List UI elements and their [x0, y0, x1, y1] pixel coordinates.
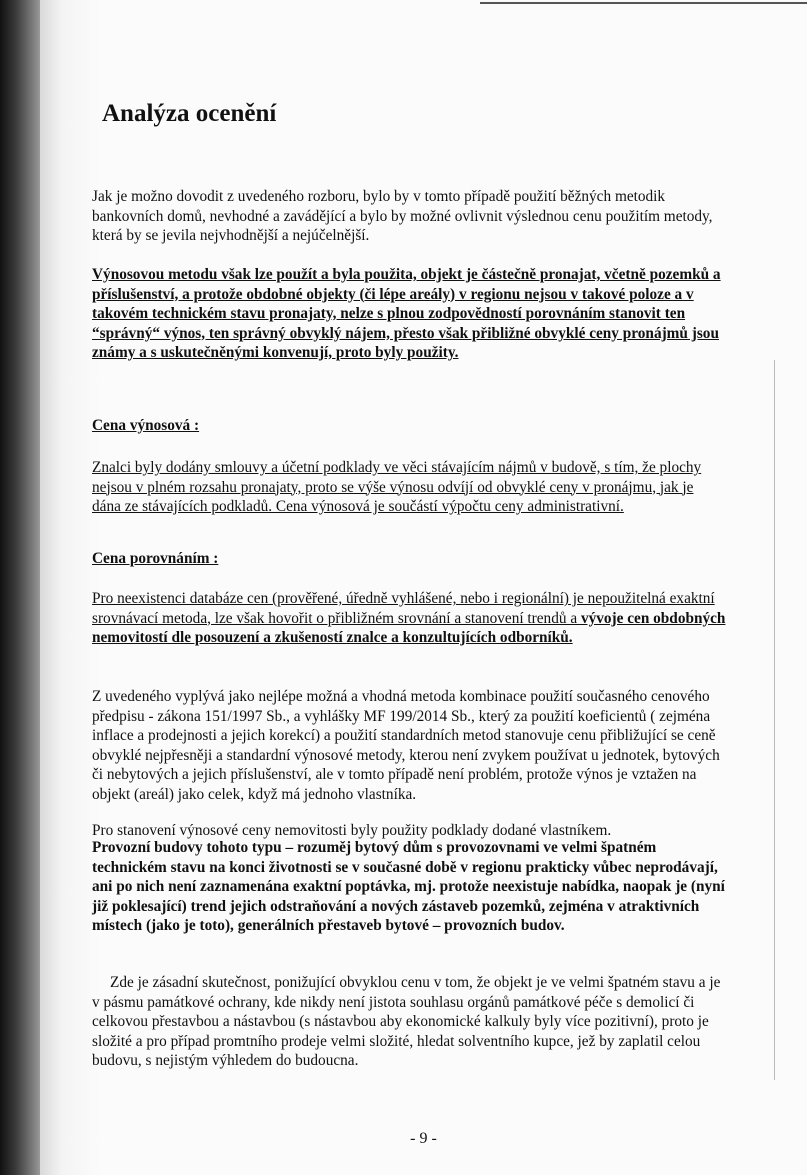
heading-comparison-price: Cena porovnáním :: [92, 550, 219, 567]
page-number: - 9 -: [410, 1130, 437, 1147]
paragraph-owner-docs: Pro stanovení výnosové ceny nemovitosti byly použity podklady dodané vlastníkem.: [92, 822, 612, 839]
paragraph-comparison-price: [92, 589, 726, 648]
scan-top-line: [480, 2, 807, 4]
paragraph-fundamental-fact: Zde je zásadní skutečnost, ponižující obvyklou cenu v tom, že objekt je ve velmi špatném stavu a je v pásmu památkové ochrany, kde nikdy není jistota souhlasu orgánů památkové péče s demolicí či celkovou přestavbou a nástavbou (s nástavbou aby ekonomické kalkuly byly více pozitivní), proto je složité a pro případ promtního prodeje velmi složité, hledat solventního kupce, jež by zaplatil celou budovu, s nejistým výhledem do budoucna.: [92, 974, 721, 1069]
paragraph-yield-price: Znalci byly dodány smlouvy a účetní podklady ve věci stávajícím nájmů v budově, s tím, že plochy nejsou v plném rozsahu pronajaty, proto se výše výnosu odvíjí od obvyklé ceny v pronájmu, jak je dána ze stávajících podkladů. Cena výnosová je součástí výpočtu ceny administrativní.: [92, 459, 702, 515]
paragraph-conclusion: Z uvedeného vyplývá jako nejlépe možná a vhodná metoda kombinace použití současného cenového předpisu - zákona 151/1997 Sb., a vyhlášky MF 199/2014 Sb., který za použití koeficientů ( zejména inflace a prodejnosti a jejich korekcí) a použití standardních metod stanovuje cenu přibližující se ceně obvyklé nejpřesněji a standardní výnosové metody, kterou není zvykem používat u jednotek, bytových či nebytových a jejich příslušenství, ale v tomto případě není problém, protože výnos je vztažen na objekt (areál) jako celek, když má jednoho vlastníka.: [92, 688, 720, 803]
comparison-text-part-a: Pro neexistenci databáze cen (prověřené, úředně vyhlášené, nebo i regionální) je nepoužitelná exaktní srovnávací metoda, lze však hovořit o přibližném srovnání a stanovení trendů a: [92, 590, 715, 627]
heading-yield-price: Cena výnosová :: [92, 417, 200, 434]
paragraph-intro: Jak je možno dovodit z uvedeného rozboru, bylo by v tomto případě použití běžných metodik bankovních domů, nevhodné a zavádějící a bylo by možné ovlivnit výslednou cenu použitím metody, která by se jevila nejvhodnější a nejúčelnější.: [92, 188, 713, 244]
comparison-text-part-b: vývoje cen obdobných nemovitostí dle posouzení a zkušeností znalce a konzultujících odborníků.: [92, 609, 726, 646]
scan-right-line: [774, 360, 775, 1080]
paragraph-yield-method: Výnosovou metodu však lze použít a byla použita, objekt je částečně pronajat, včetně pozemků a příslušenství, a protože obdobné objekty (či lépe areály) v regionu nejsou v takové poloze a v takovém technickém stavu pronajaty, nelze s plnou zodpovědností porovnáním stanovit ten “správný“ výnos, ten správný obvyklý nájem, přesto však přibližné obvyklé ceny pronájmů jsou známy a s uskutečněnými konvenují, proto byly použity.: [92, 266, 721, 361]
page-title: Analýza ocenění: [102, 100, 277, 127]
document-page: [40, 0, 807, 1175]
paragraph-operating-buildings: Provozní budovy tohoto typu – rozuměj bytový dům s provozovnami ve velmi špatném technickém stavu na konci životnosti se v současné době v regionu prakticky vůbec neprodávají, ani po nich není zaznamenána exaktní poptávka, mj. protože neexistuje nabídka, naopak je (nyní již poklesající) trend jejich odstraňování a nových zástaveb pozemků, zejména v atraktivních místech (jako je toto), generálních přestaveb bytové – provozních budov.: [92, 839, 725, 934]
